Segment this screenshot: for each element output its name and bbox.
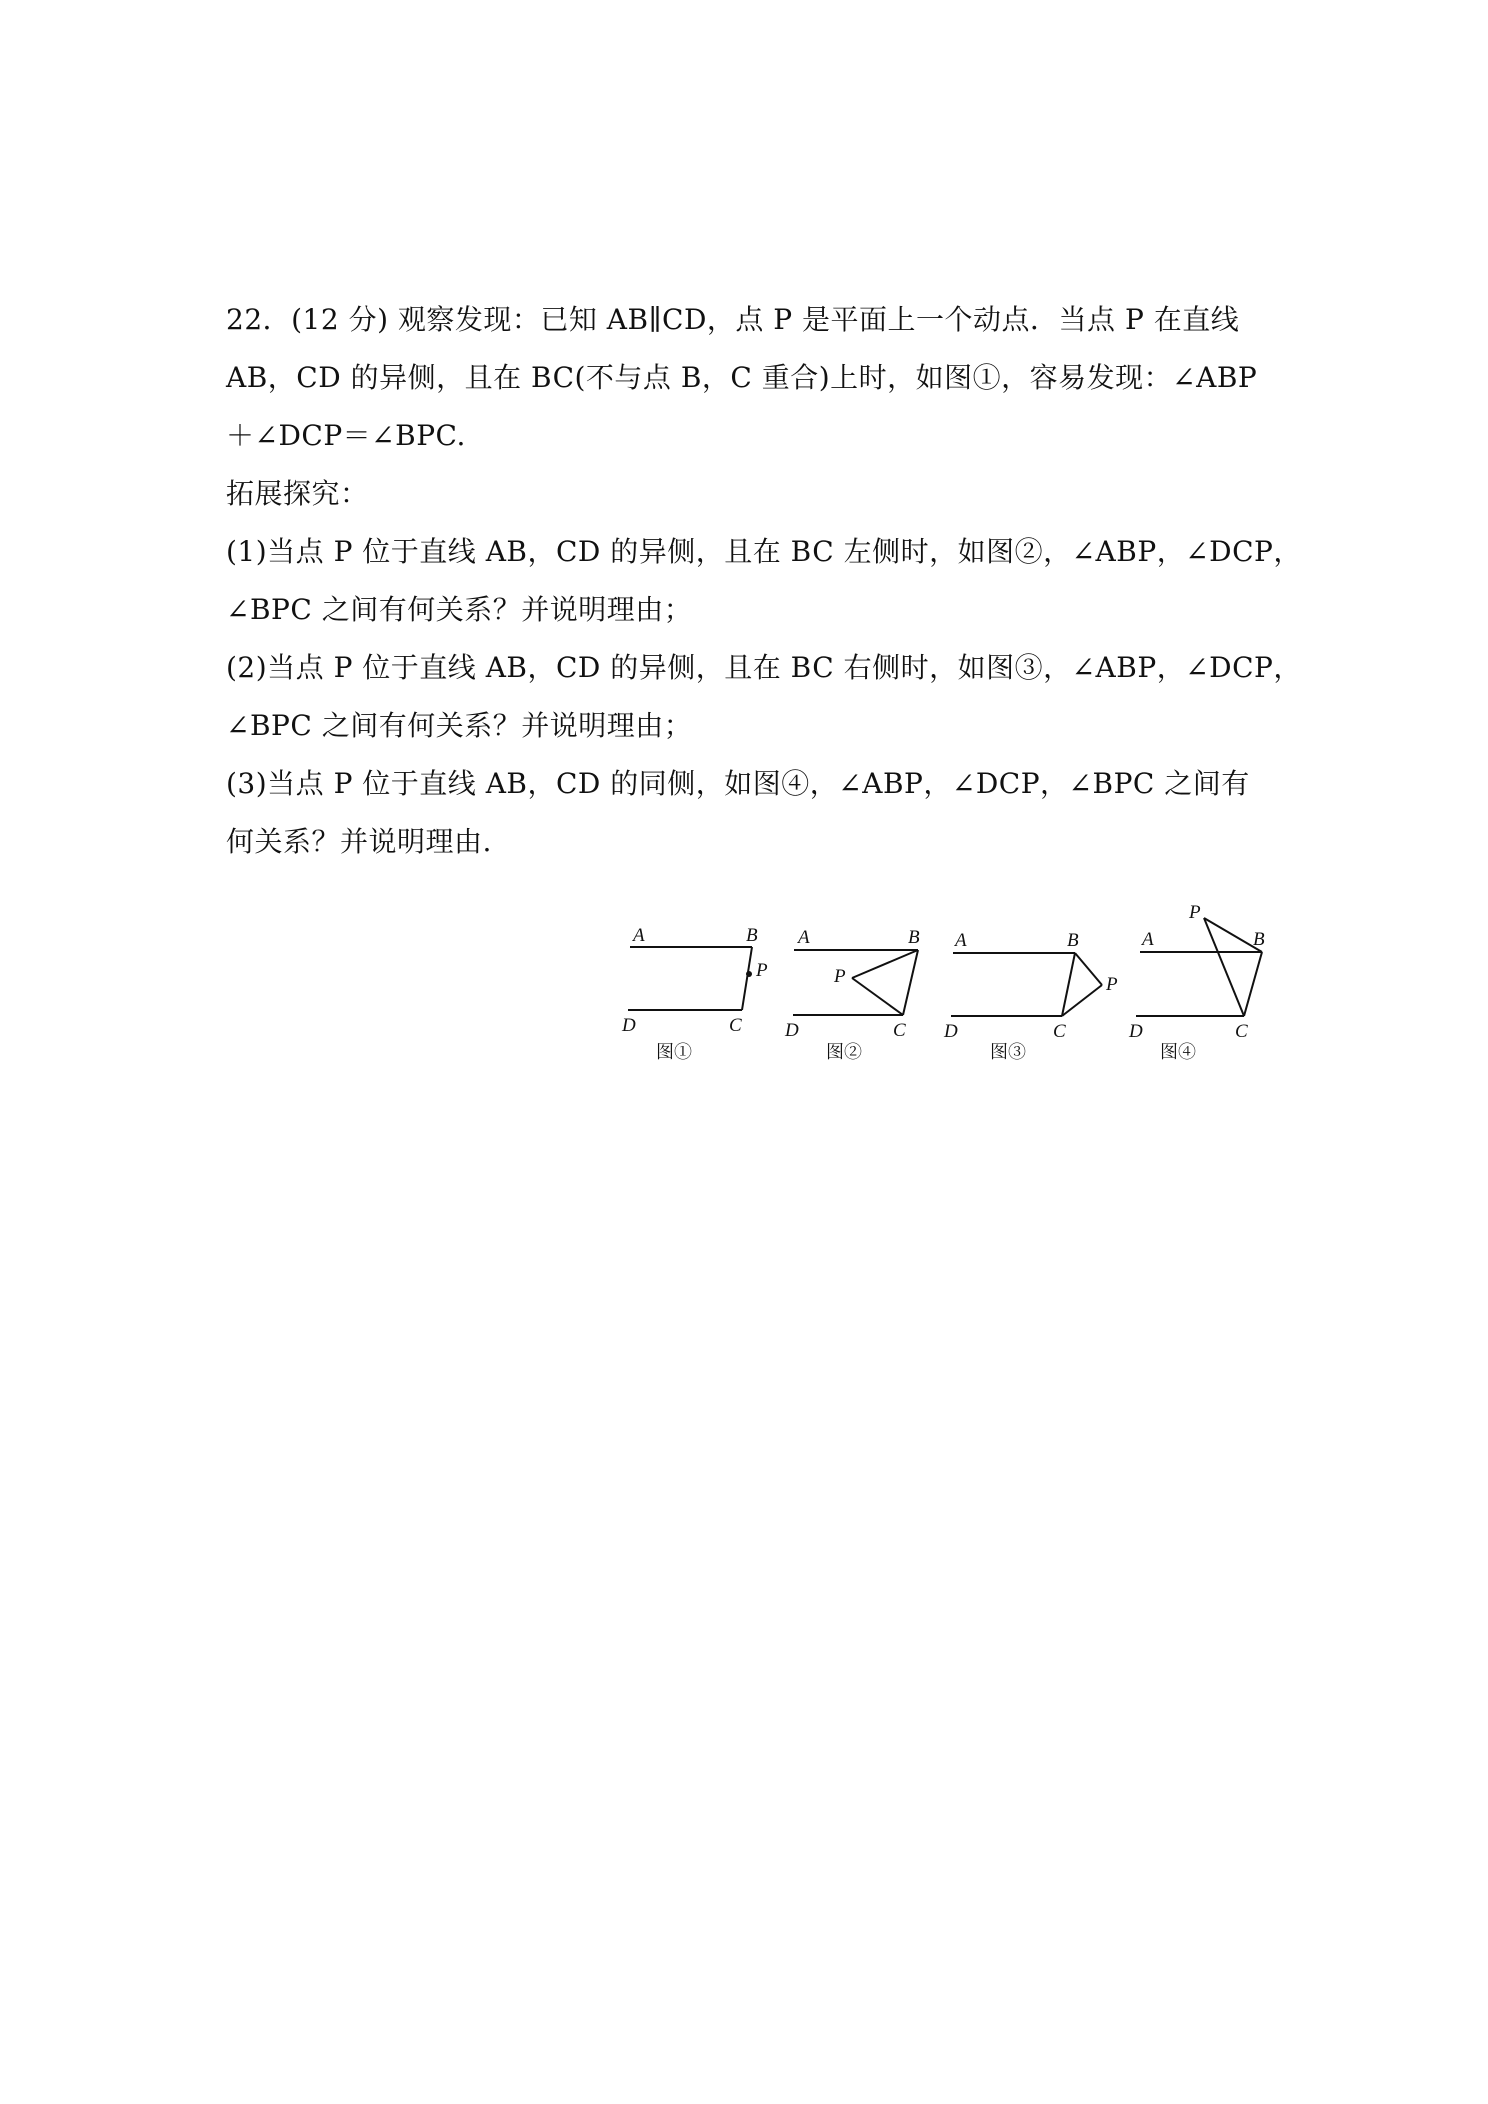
segment-bp [852, 950, 918, 978]
figure-4 [1136, 918, 1262, 1016]
label-p: P [1189, 902, 1201, 923]
problem-line: (1)当点 P 位于直线 AB，CD 的异侧，且在 BC 左侧时，如图②，∠ABP，∠DCP， [226, 535, 1302, 568]
problem-line: 何关系？并说明理由. [226, 825, 492, 858]
label-c: C [893, 1020, 906, 1041]
figure-caption: 图① [656, 1042, 692, 1063]
problem-line: (3)当点 P 位于直线 AB，CD 的同侧，如图④，∠ABP，∠DCP，∠BPC 之间有 [226, 767, 1250, 800]
problem-line: 22．(12 分) 观察发现：已知 AB∥CD，点 P 是平面上一个动点．当点 P 在直线 [226, 303, 1240, 336]
label-a: A [955, 930, 967, 951]
label-p: P [1106, 974, 1118, 995]
problem-line: (2)当点 P 位于直线 AB，CD 的异侧，且在 BC 右侧时，如图③，∠ABP，∠DCP， [226, 651, 1302, 684]
problem-line: 拓展探究： [226, 477, 369, 510]
label-d: D [1129, 1021, 1143, 1042]
label-d: D [944, 1021, 958, 1042]
problem-line: ∠BPC 之间有何关系？并说明理由； [226, 593, 693, 626]
problem-line: ＋∠DCP＝∠BPC. [226, 419, 466, 452]
segment-bc [1244, 952, 1262, 1016]
label-b: B [1067, 930, 1079, 951]
label-p: P [756, 960, 768, 981]
figure-1 [628, 947, 752, 1010]
figure-2 [793, 950, 918, 1015]
segment-pc [852, 978, 903, 1015]
figure-caption: 图④ [1160, 1042, 1196, 1063]
segment-pc [1204, 918, 1244, 1016]
segment-bp [1075, 953, 1102, 985]
figure-caption: 图③ [990, 1042, 1026, 1063]
figure-3 [951, 953, 1102, 1016]
label-c: C [729, 1015, 742, 1036]
label-b: B [1253, 929, 1265, 950]
segment-bc [903, 950, 918, 1015]
segment-bc [742, 947, 752, 1010]
label-b: B [908, 927, 920, 948]
label-b: B [746, 925, 758, 946]
label-a: A [633, 925, 645, 946]
label-p: P [834, 966, 846, 987]
label-d: D [785, 1020, 799, 1041]
figure-caption: 图② [826, 1042, 862, 1063]
label-c: C [1053, 1021, 1066, 1042]
point-p [746, 971, 752, 977]
label-d: D [622, 1015, 636, 1036]
problem-line: AB，CD 的异侧，且在 BC(不与点 B，C 重合)上时，如图①，容易发现：∠ABP [226, 361, 1258, 394]
label-a: A [1142, 929, 1154, 950]
problem-line: ∠BPC 之间有何关系？并说明理由； [226, 709, 693, 742]
label-a: A [798, 927, 810, 948]
label-c: C [1235, 1021, 1248, 1042]
